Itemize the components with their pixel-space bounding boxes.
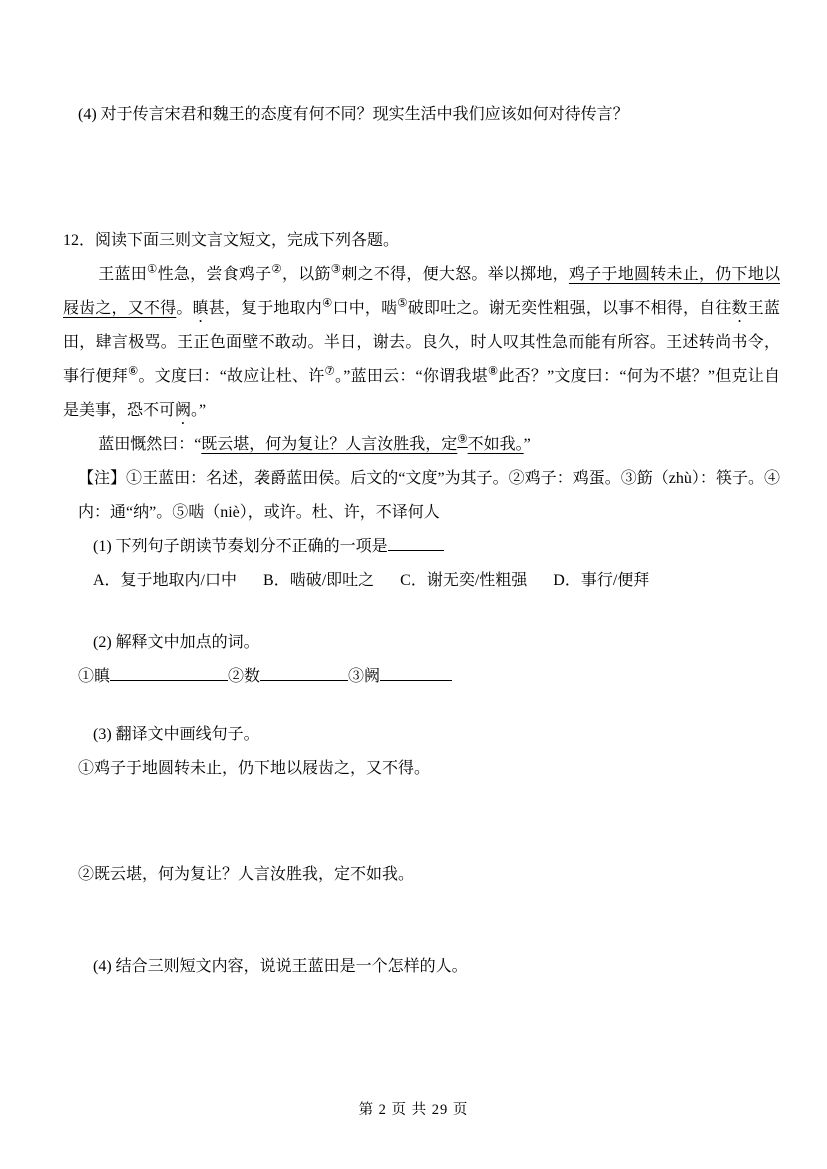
question-4-previous — [78, 98, 780, 132]
text-run: ①瞋 — [78, 668, 111, 685]
text-run: ②数 — [228, 668, 261, 685]
answer-space — [63, 132, 780, 224]
text-run: ⑦ — [324, 365, 336, 378]
passage-notes — [78, 462, 780, 530]
passage-paragraph-1 — [63, 258, 780, 428]
text-run: 【注】①王蓝田：名述，袭爵蓝田侯。后文的“文度”为其子。②鸡子：鸡蛋。③筯（zhù）：筷子。④内：通“纳”。⑤啮（niè），或许。杜、许，不译何人 — [78, 470, 780, 521]
text-run: 鸡子于地圆转未止，仍下地以屐齿之，又不得 — [63, 266, 780, 317]
text-run: ② — [271, 263, 282, 276]
answer-blank — [110, 663, 228, 681]
text-run: (2) 解释文中加点的词。 — [93, 634, 260, 651]
text-run: ⑤ — [397, 297, 408, 310]
text-run: 阙 — [175, 402, 192, 419]
text-run: ⑨ — [457, 433, 468, 446]
text-run: ” — [523, 436, 531, 453]
text-run: 不如我。 — [467, 436, 524, 453]
text-run: 。”蓝田云：“你谓我堪 — [335, 368, 488, 385]
page-footer: 第 2 页 共 29 页 — [358, 1102, 469, 1118]
text-run: 。文度曰：“故应让杜、许 — [138, 368, 325, 385]
question-4 — [93, 950, 780, 984]
text-run: (1) 下列句子朗读节奏划分不正确的一项是 — [93, 538, 388, 555]
text-run: ③ — [330, 263, 342, 276]
text-run: 数 — [731, 300, 748, 317]
text-run: ，以筯 — [281, 266, 331, 283]
text-run: 。” — [191, 402, 207, 419]
question-2-blanks — [78, 660, 780, 694]
question-1-options — [93, 564, 780, 598]
text-run: 王蓝田 — [98, 266, 147, 283]
text-run: ①鸡子于地圆转未止，仍下地以屐齿之，又不得。 — [78, 760, 431, 777]
option-a: A．复于地取内/口中 — [93, 572, 238, 589]
text-run: 蓝田慨然曰：“ — [98, 436, 202, 453]
text-run: ③阙 — [348, 668, 381, 685]
answer-blank — [380, 663, 452, 681]
text-run: (3) 翻译文中画线句子。 — [93, 726, 260, 743]
question-3 — [93, 718, 780, 752]
question-3-sentence-1 — [78, 752, 780, 786]
text-run: ④ — [322, 297, 333, 310]
document-body — [63, 98, 780, 984]
question-1 — [93, 530, 780, 564]
text-run: 口中，啮 — [332, 300, 398, 317]
option-c: C．谢无奕/性粗强 — [400, 572, 528, 589]
option-b: B．啮破/即吐之 — [263, 572, 375, 589]
text-run: 刺之不得，便大怒。举以掷地， — [341, 266, 569, 283]
option-d: D．事行/便拜 — [553, 572, 650, 589]
text-run: ⑧ — [487, 365, 499, 378]
question-3-sentence-2 — [78, 858, 780, 892]
text-run: (4) 结合三则短文内容，说说王蓝田是一个怎样的人。 — [93, 958, 468, 975]
text-run: 破即吐之。谢无奕性粗强，以事不相得，自往 — [407, 300, 732, 317]
question-2 — [93, 626, 780, 660]
answer-blank — [388, 533, 444, 551]
text-run: 瞋 — [192, 300, 209, 317]
answer-space — [63, 694, 780, 718]
text-run: ① — [146, 263, 158, 276]
passage-paragraph-2 — [63, 428, 780, 462]
answer-space — [63, 598, 780, 626]
text-run: 既云堪，何为复让？人言汝胜我，定 — [201, 436, 458, 453]
text-run: 12．阅读下面三则文言文短文，完成下列各题。 — [63, 232, 400, 249]
question-12-stem — [63, 224, 780, 258]
answer-space — [63, 892, 780, 950]
text-run: 王蓝田，肆言极骂。王正色面壁不敢动。半日，谢去。良久，时人叹其性急而能有所容。王述转尚书令，事行便拜 — [63, 300, 780, 385]
text-run: ②既云堪，何为复让？人言汝胜我，定不如我。 — [78, 866, 415, 883]
text-run: 此否？”文度曰：“何为不堪？”但克让自是美事，恐不可 — [63, 368, 780, 419]
answer-blank — [260, 663, 348, 681]
answer-space — [63, 786, 780, 858]
text-run: (4) 对于传言宋君和魏王的态度有何不同？现实生活中我们应该如何对待传言？ — [78, 106, 629, 123]
text-run: 。 — [176, 300, 193, 317]
text-run: 性急，尝食鸡子 — [157, 266, 272, 283]
text-run: 甚，复于地取内 — [208, 300, 322, 317]
text-run: ⑥ — [127, 365, 139, 378]
